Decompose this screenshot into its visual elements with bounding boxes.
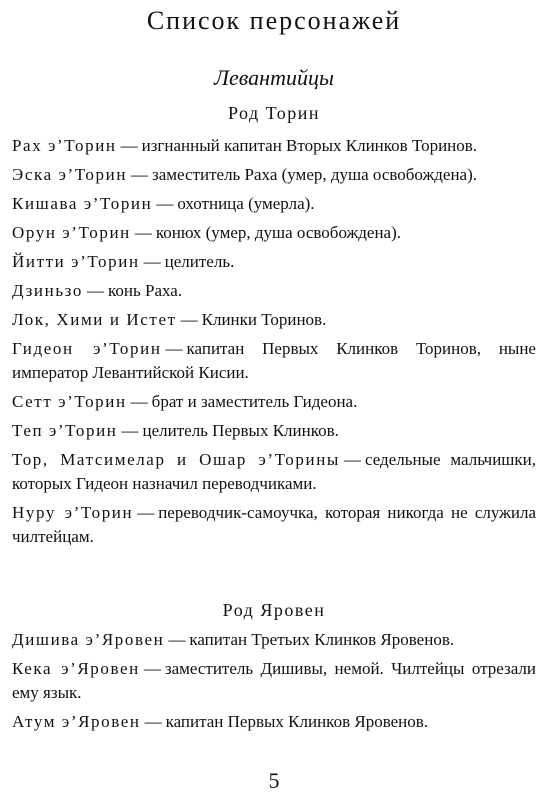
character-entry: [12, 163, 536, 187]
character-description: седельные мальчишки, которых Гидеон назначил переводчиками.: [12, 450, 536, 493]
page-title: Список персонажей: [146, 6, 402, 35]
entry-dash: —: [144, 712, 162, 731]
character-name: Сетт э’Торин: [12, 392, 127, 411]
character-name: Кека э’Яровен: [12, 659, 140, 678]
character-description: целитель Первых Клинков.: [142, 421, 339, 440]
page-number: 5: [268, 768, 280, 793]
character-description: заместитель Дишивы, немой. Чилтейцы отрезали ему язык.: [12, 659, 537, 702]
character-list-yaroven: [12, 628, 536, 739]
character-description: капитан Третьих Клинков Яровенов.: [189, 630, 455, 649]
section-title: Левантийцы: [214, 65, 334, 90]
character-description: охотница (умерла).: [177, 194, 315, 213]
entry-dash: —: [165, 339, 183, 358]
character-name: Йитти э’Торин: [12, 252, 140, 271]
character-entry: [12, 710, 536, 734]
character-entry: [12, 134, 536, 158]
character-entry: [12, 279, 536, 303]
character-name: Тор, Матсимелар и Ошар э’Торины: [12, 450, 340, 469]
character-name: Гидеон э’Торин: [12, 339, 162, 358]
character-entry: [12, 192, 536, 216]
entry-dash: —: [143, 659, 161, 678]
character-entry: [12, 419, 536, 443]
character-description: переводчик-самоучка, которая никогда не служила чилтейцам.: [12, 503, 536, 546]
clan-title-torin: Род Торин: [227, 103, 321, 123]
character-entry: [12, 221, 536, 245]
entry-dash: —: [168, 630, 186, 649]
character-entry: [12, 390, 536, 414]
entry-dash: —: [131, 165, 149, 184]
entry-dash: —: [134, 223, 152, 242]
character-entry: [12, 657, 536, 705]
character-name: Дзиньзо: [12, 281, 83, 300]
character-description: капитан Первых Клинков Торинов, ныне император Левантийской Кисии.: [12, 339, 536, 382]
entry-dash: —: [130, 392, 148, 411]
entry-dash: —: [120, 136, 138, 155]
character-description: конь Раха.: [108, 281, 183, 300]
character-name: Дишива э’Яровен: [12, 630, 165, 649]
character-entry: [12, 501, 536, 549]
character-entry: [12, 337, 536, 385]
character-description: изгнанный капитан Вторых Клинков Торинов.: [141, 136, 478, 155]
entry-dash: —: [343, 450, 361, 469]
character-list-torin: [12, 134, 536, 554]
character-description: конюх (умер, душа освобождена).: [155, 223, 402, 242]
character-entry: [12, 250, 536, 274]
character-name: Атум э’Яровен: [12, 712, 141, 731]
clan-title-yaroven: Род Яровен: [222, 600, 326, 620]
character-name: Нуру э’Торин: [12, 503, 134, 522]
character-description: Клинки Торинов.: [201, 310, 327, 329]
character-name: Рах э’Торин: [12, 136, 117, 155]
character-name: Кишава э’Торин: [12, 194, 153, 213]
entry-dash: —: [137, 503, 155, 522]
entry-dash: —: [180, 310, 198, 329]
entry-dash: —: [156, 194, 174, 213]
character-name: Теп э’Торин: [12, 421, 118, 440]
character-name: Орун э’Торин: [12, 223, 131, 242]
entry-dash: —: [87, 281, 104, 300]
character-entry: [12, 308, 536, 332]
entry-dash: —: [121, 421, 139, 440]
character-name: Эска э’Торин: [12, 165, 128, 184]
character-description: заместитель Раха (умер, душа освобождена).: [152, 165, 477, 184]
character-description: брат и заместитель Гидеона.: [151, 392, 358, 411]
character-description: капитан Первых Клинков Яровенов.: [165, 712, 429, 731]
character-entry: [12, 448, 536, 496]
character-entry: [12, 628, 536, 652]
character-name: Лок, Хими и Истет: [12, 310, 177, 329]
character-description: целитель.: [164, 252, 235, 271]
entry-dash: —: [143, 252, 161, 271]
